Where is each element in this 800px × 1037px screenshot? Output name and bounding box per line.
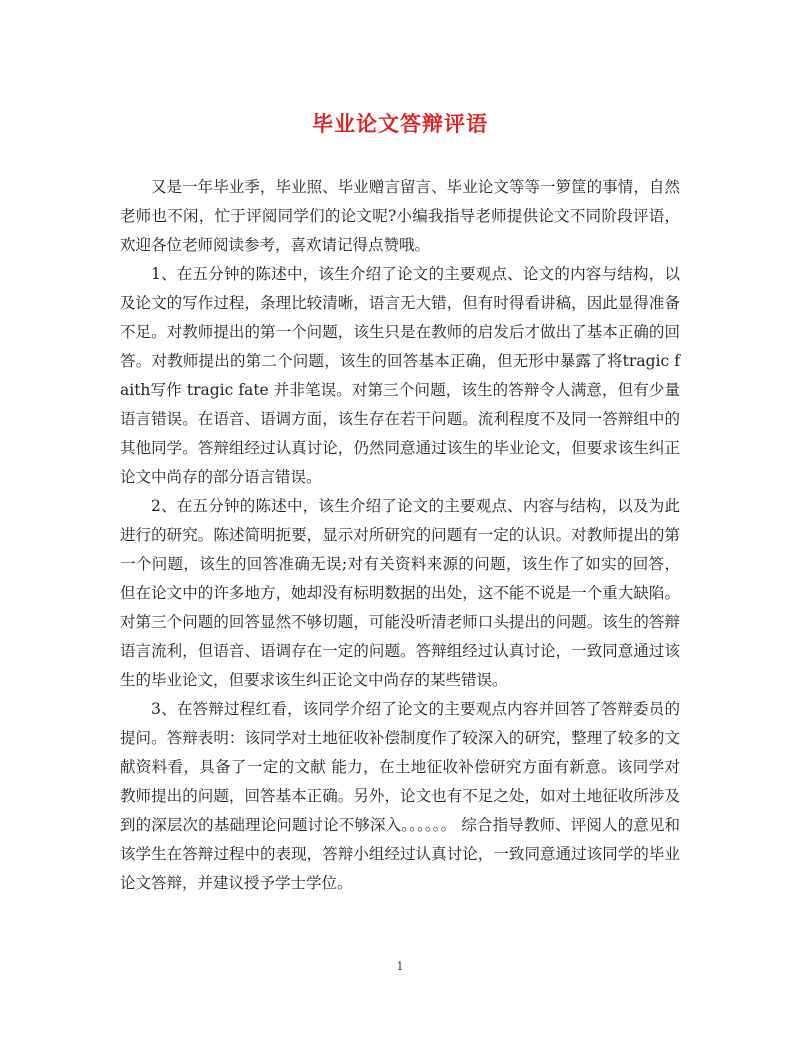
document-title: 毕业论文答辩评语 [312,111,488,136]
intro-paragraph: 又是一年毕业季，毕业照、毕业赠言留言、毕业论文等等一箩筐的事情，自然老师也不闲，忙于评阅同学们的论文呢?小编我指导老师提供论文不同阶段评语，欢迎各位老师阅读参考，喜欢请记得点赞哦。 [120,178,680,254]
comment-paragraph-2: 2、在五分钟的陈述中，该生介绍了论文的主要观点、内容与结构，以及为此进行的研究。陈述简明扼要，显示对所研究的问题有一定的认识。对教师提出的第一个问题，该生的回答准确无误;对有关资料来源的问题，该生作了如实的回答，但在论文中的许多地方，她却没有标明数据的出处，这不能不说是一个重大缺陷。对第三个问题的回答显然不够切题，可能没听清老师口头提出的问题。该生的答辩语言流利，但语音、语调存在一定的问题。答辩组经过认真讨论，一致同意通过该生的毕业论文，但要求该生纠正论文中尚存的某些错误。 [120,497,680,689]
comment-paragraph-1: 1、在五分钟的陈述中，该生介绍了论文的主要观点、论文的内容与结构，以及论文的写作过程，条理比较清晰，语言无大错，但有时得看讲稿，因此显得准备不足。对教师提出的第一个问题，该生只是在教师的启发后才做出了基本正确的回答。对教师提出的第二个问题，该生的回答基本正确，但无形中暴露了将tragic faith写作 tragic fate 并非笔误。对第三个问题，该生的答辩令人满意，但有少量语言错误。在语音、语调方面，该生存在若干问题。流利程度不及同一答辩组中的其他同学。答辩组经过认真讨论，仍然同意通过该生的毕业论文，但要求该生纠正论文中尚存的部分语言错误。 [120,265,680,486]
page-number: 1 [396,960,404,973]
document-body [120,173,680,898]
comment-paragraph-3: 3、在答辩过程红看，该同学介绍了论文的主要观点内容并回答了答辩委员的提问。答辩表明：该同学对土地征收补偿制度作了较深入的研究，整理了较多的文献资料看，具备了一定的文献 能力，在土地征收补偿研究方面有新意。该同学对教师提出的问题，回答基本正确。另外，论文也有不足之处，如对土地征收所涉及到的深层次的基础理论问题讨论不够深入。。。。。。 综合指导教师、评阅人的意见和该学生在答辩过程中的表现，答辩小组经过认真讨论，一致同意通过该同学的毕业论文答辩，并建议授予学士学位。 [120,700,680,892]
